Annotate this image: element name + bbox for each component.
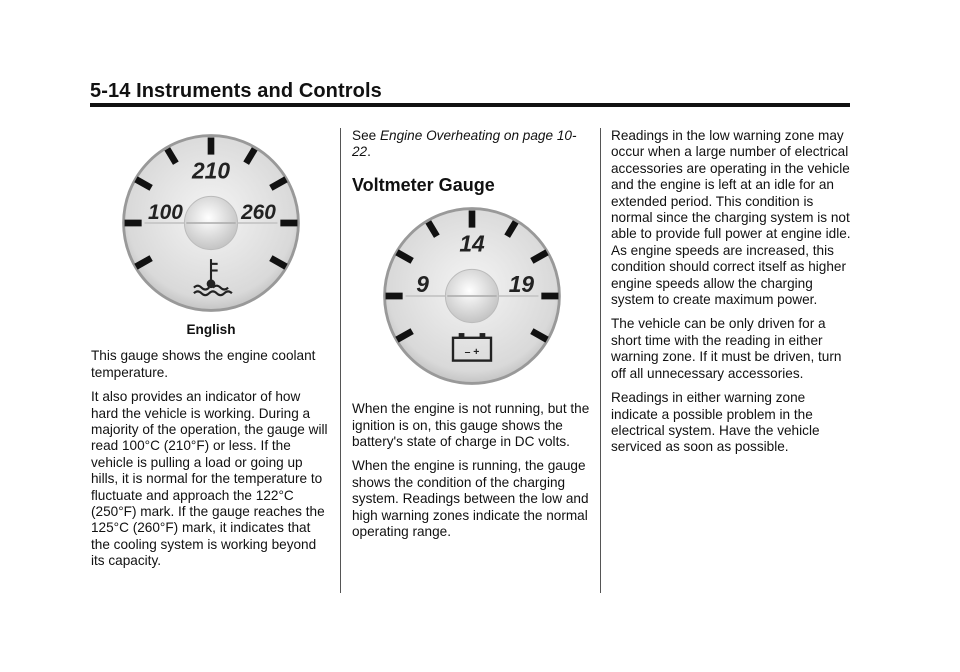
- paragraph: When the engine is running, the gauge shows the condition of the charging system. Readings between the low and high warning zones indicate the normal operating range.: [352, 458, 589, 540]
- gauge-caption: English: [186, 322, 236, 337]
- see-end: .: [367, 144, 371, 160]
- gauge-label-260: 260: [241, 201, 276, 225]
- cross-reference: [352, 128, 592, 161]
- column-2: [352, 128, 592, 548]
- paragraph: It also provides an indicator of how hard the vehicle is working. During a majority of the operation, the gauge will read 100°C (210°F) or less. If the vehicle is pulling a load or going up hills, it is normal for the temperature to fluctuate and approach the 122°C (250°F) mark. If the gauge reaches the 125°C (260°F) mark, it indicates that the cooling system is working beyond its capacity.: [91, 389, 328, 569]
- gauge-label-100: 100: [147, 201, 183, 225]
- paragraph: The vehicle can be only driven for a short time with the reading in either warning zone. If it must be driven, turn off all unnecessary accessories.: [611, 316, 842, 381]
- column-3: [611, 128, 851, 464]
- column-divider-1: [340, 128, 341, 593]
- header-rule: [90, 103, 850, 107]
- page-header: 5-14 Instruments and Controls: [90, 80, 382, 102]
- column-divider-2: [600, 128, 601, 593]
- paragraph: Readings in either warning zone indicate a possible problem in the electrical system. Have the vehicle serviced as soon as possible.: [611, 390, 820, 455]
- voltmeter-gauge: [377, 201, 567, 391]
- paragraph: This gauge shows the engine coolant temperature.: [91, 348, 316, 380]
- gauge-label-19: 19: [508, 271, 535, 298]
- gauge-label-9: 9: [416, 271, 429, 298]
- coolant-temperature-gauge: [116, 128, 306, 318]
- battery-terminals: – +: [464, 347, 480, 359]
- paragraph: Readings in the low warning zone may occur when a large number of electrical accessories are operating in the vehicle and the engine is left at an idle for an extended period. This condition is normal since the charging system is not able to provide full power at engine idle. As engine speeds are increased, this condition should correct itself as higher engine speeds allow the charging system to create maximum power.: [611, 128, 851, 308]
- gauge-label-210: 210: [191, 157, 231, 184]
- column-1: [91, 128, 331, 578]
- see-text: See: [352, 128, 377, 143]
- paragraph: When the engine is not running, but the ignition is on, this gauge shows the battery's state of charge in DC volts.: [352, 401, 590, 450]
- cross-reference-link[interactable]: Engine Overheating on page 10-22: [352, 128, 577, 160]
- section-title: Voltmeter Gauge: [352, 174, 495, 195]
- gauge-label-14: 14: [459, 230, 485, 257]
